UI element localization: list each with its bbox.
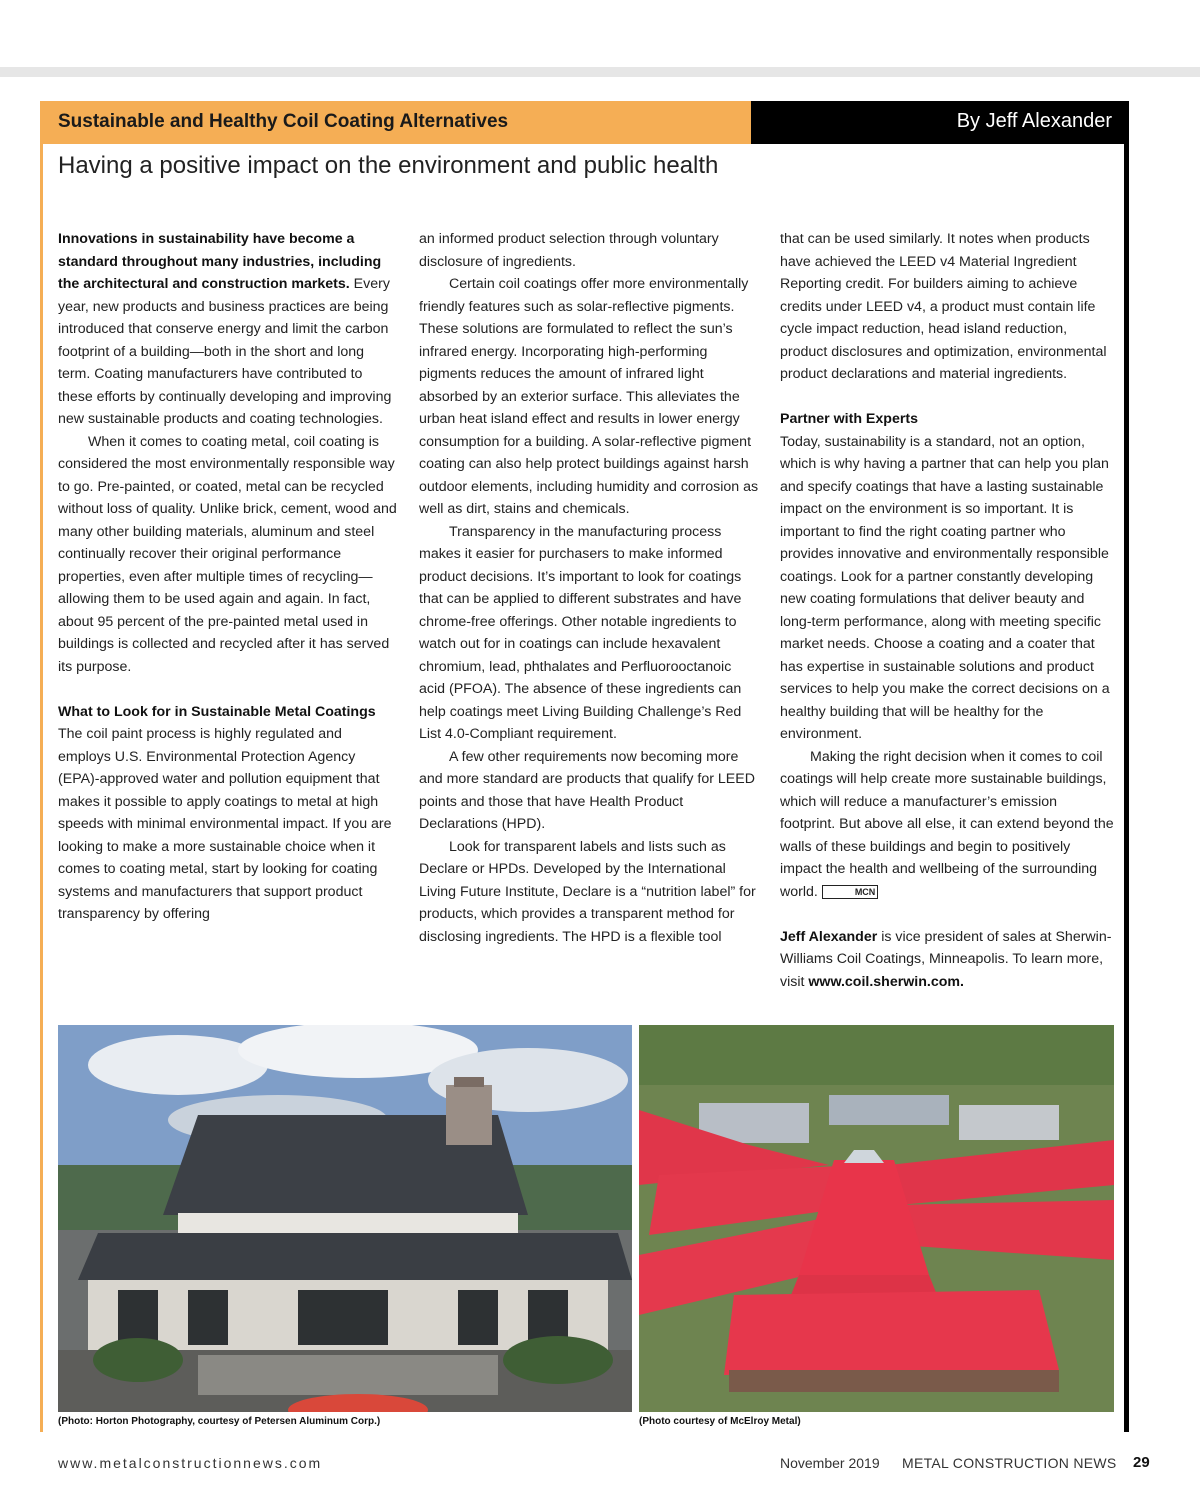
- paragraph: Certain coil coatings offer more environmentally friendly features such as solar-reflective pigments. These solutions are formulated to reflect the sun’s infrared energy. Incorporating high-performing pigments reduces the amount of infrared light absorbed by an exterior surface. This alleviates the urban heat island effect and results in lower energy consumption for a building. A solar-reflective pigment coating can also help protect buildings against harsh outdoor elements, including humidity and corrosion as well as dirt, stains and chemicals.: [419, 276, 759, 517]
- paragraph: When it comes to coating metal, coil coating is considered the most environmentally responsible way to go. Pre-painted, or coated, metal can be recycled without loss of quality. Unlike brick, cement, wood and many other building materials, aluminum and steel continually recover their original performance properties, even after multiple times of recycling—allowing them to be used again and again. In fact, about 95 percent of the pre-painted metal used in buildings is collected and recycled after it has served its purpose.: [58, 433, 397, 675]
- photo-caption-1: (Photo: Horton Photography, courtesy of Petersen Aluminum Corp.): [58, 1416, 381, 1427]
- photo-caption-2: (Photo courtesy of McElroy Metal): [639, 1416, 801, 1427]
- frame-left-rule: [40, 144, 43, 1432]
- bio-name: Jeff Alexander: [780, 928, 878, 945]
- paragraph: Look for transparent labels and lists such as Declare or HPDs. Developed by the International Living Future Institute, Declare is a “nutrition label” for products, which provides a transparent method for disclosing ingredients. The HPD is a flexible tool: [419, 838, 756, 945]
- byline: By Jeff Alexander: [956, 110, 1112, 132]
- photo-aerial-red-roofs: [639, 1025, 1114, 1412]
- top-gray-strip: [0, 67, 1200, 77]
- aerial-illustration: [639, 1025, 1114, 1412]
- paragraph: Transparency in the manufacturing process makes it easier for purchasers to make informed product decisions. It’s important to look for coatings that can be applied to different substrates and have chrome-free offerings. Other notable ingredients to watch out for in coatings can include hexavalent chromium, lead, phthalates and Perfluorooctanoic acid (PFOA). The absence of these ingredients can help coatings meet Living Building Challenge’s Red List 4.0-Compliant requirement.: [419, 523, 742, 742]
- footer-magazine-name: METAL CONSTRUCTION NEWS: [902, 1455, 1117, 1471]
- lead-bold: Innovations in sustainability have become a standard throughout many industries, including the architectural and construction markets.: [58, 231, 382, 292]
- subheading: Partner with Experts: [780, 411, 918, 427]
- paragraph: an informed product selection through voluntary disclosure of ingredients.: [419, 231, 719, 270]
- paragraph: The coil paint process is highly regulated and employs U.S. Environmental Protection Agency (EPA)-approved water and pollution equipment that makes it possible to apply coatings to metal at high speeds with minimal environmental impact. If you are looking to make a more sustainable choice when it comes to coating metal, start by looking for coating systems and manufacturers that support product transparency by offering: [58, 726, 392, 922]
- paragraph: Today, sustainability is a standard, not an option, which is why having a partner that can help you plan and specify coatings that have a lasting sustainable impact on the environment is so important. It is important to find the right coating partner who provides innovative and environmentally responsible coatings. Look for a partner constantly developing new coating formulations that deliver beauty and long-term performance, along with meeting specific market needs. Choose a coating and a coater that has expertise in sustainable solutions and product services to help you make the correct decisions on a healthy building that will be healthy for the environment.: [780, 433, 1110, 742]
- article-column-1: [58, 228, 398, 926]
- paragraph: that can be used similarly. It notes when products have achieved the LEED v4 Material Ingredient Reporting credit. For builders aiming to achieve credits under LEED v4, a product must contain life cycle impact reduction, head island reduction, product disclosures and optimization, environmental product declarations and material ingredients.: [780, 231, 1107, 382]
- header-black-panel: [751, 101, 1129, 144]
- end-mark-icon: MCN: [822, 885, 879, 899]
- article-column-3: [780, 228, 1115, 993]
- photo-house-dark-roof: [58, 1025, 632, 1412]
- article-column-2: [419, 228, 759, 948]
- footer-date: November 2019: [780, 1455, 880, 1471]
- paragraph: A few other requirements now becoming more and more standard are products that qualify for LEED points and those that have Health Product Declarations (HPD).: [419, 748, 755, 832]
- lead-paragraph: [58, 228, 398, 431]
- subheading: What to Look for in Sustainable Metal Coatings: [58, 703, 376, 720]
- author-bio: Jeff Alexander is vice president of sales at Sherwin-Williams Coil Coatings, Minneapolis. To learn more, visit www.coil.sherwin.com.: [780, 928, 1112, 990]
- section-title: Sustainable and Healthy Coil Coating Alternatives: [58, 111, 509, 132]
- frame-right-rule: [1124, 144, 1129, 1432]
- house-illustration: [58, 1025, 632, 1412]
- lead-rest: Every year, new products and business practices are being introduced that conserve energy and limit the carbon footprint of a building—both in the short and long term. Coating manufacturers have contributed to these efforts by continually developing and improving new sustainable products and coating technologies.: [58, 276, 392, 427]
- page-number: 29: [1133, 1454, 1150, 1471]
- footer-website[interactable]: www.metalconstructionnews.com: [58, 1455, 323, 1471]
- bio-url[interactable]: www.coil.sherwin.com.: [808, 973, 964, 990]
- article-subtitle: Having a positive impact on the environment and public health: [58, 152, 719, 179]
- closing-paragraph: Making the right decision when it comes to coil coatings will help create more sustainable buildings, which will reduce a manufacturer’s emission footprint. But above all else, it can extend beyond the walls of these buildings and begin to positively impact the health and wellbeing of the surrounding world. MCN: [780, 748, 1114, 900]
- header-orange-panel: [40, 101, 751, 144]
- article-header-bar: [40, 101, 1129, 144]
